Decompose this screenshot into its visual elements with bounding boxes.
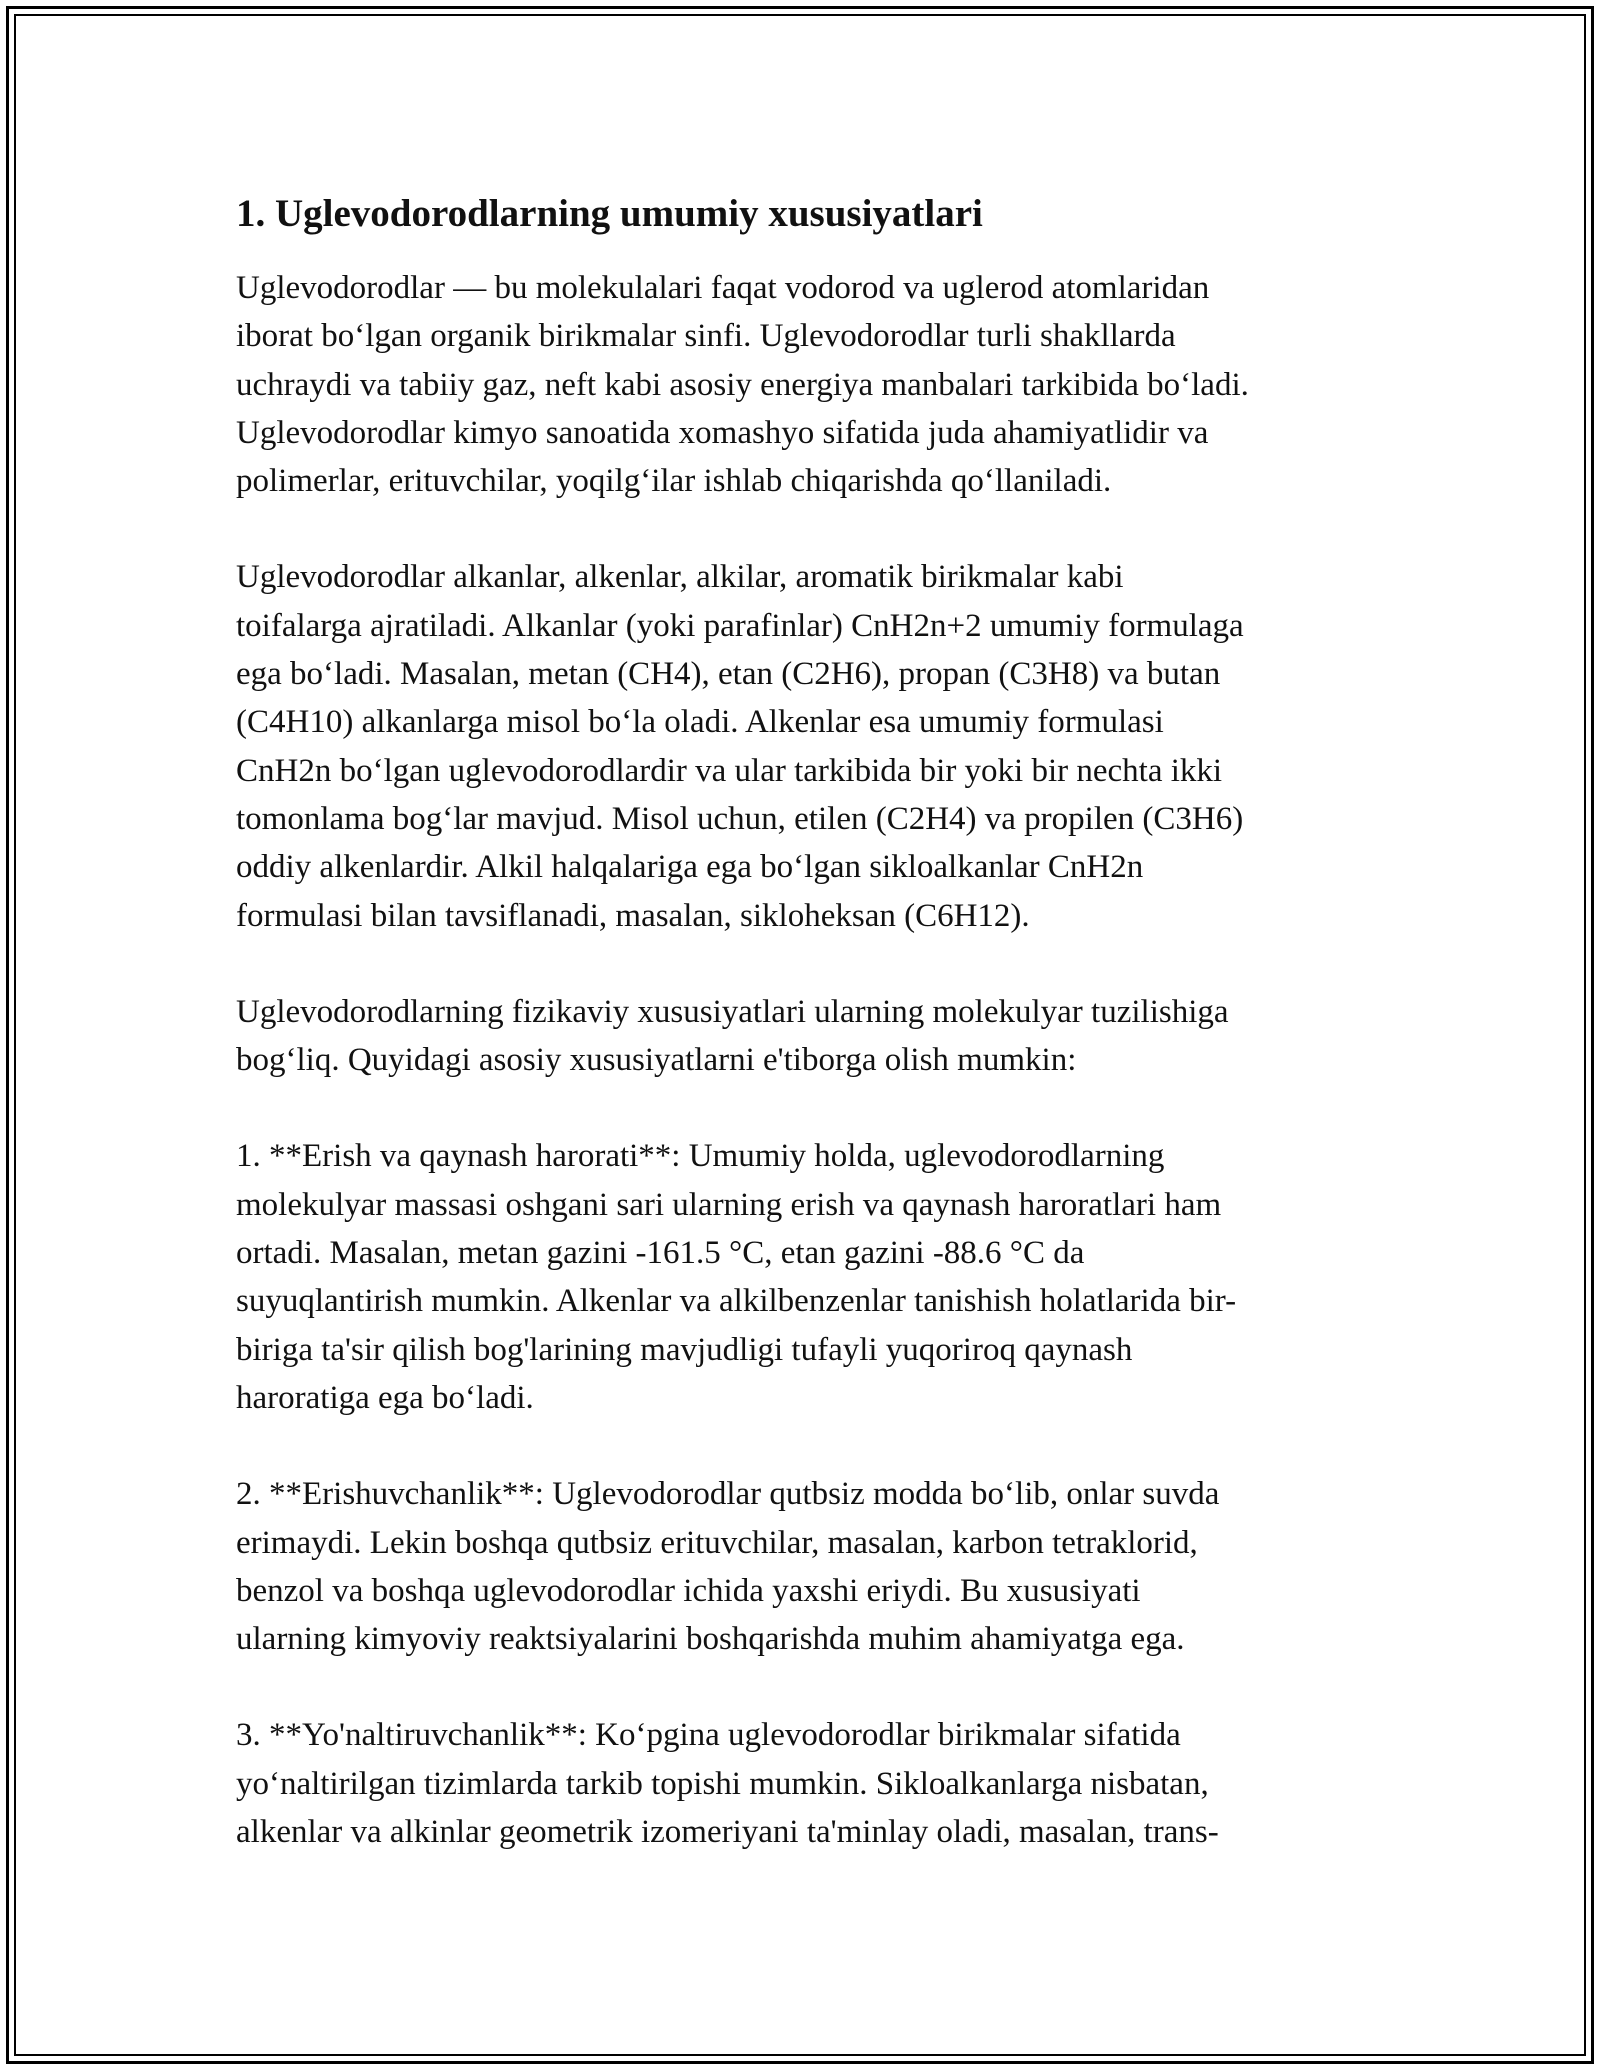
- paragraph-item-2: [236, 1470, 1376, 1663]
- text-line: erimaydi. Lekin boshqa qutbsiz erituvchilar, masalan, karbon tetraklorid,: [236, 1524, 1198, 1561]
- text-line: biriga ta'sir qilish bog'larining mavjudligi tufayli yuqoriroq qaynash: [236, 1331, 1133, 1368]
- text-line: 2. **Erishuvchanlik**: Uglevodorodlar qutbsiz modda bo‘lib, onlar suvda: [236, 1476, 1220, 1513]
- paragraph-item-1: [236, 1132, 1376, 1422]
- paragraph-classification: [236, 553, 1376, 939]
- text-line: benzol va boshqa uglevodorodlar ichida yaxshi eriydi. Bu xususiyati: [236, 1572, 1141, 1609]
- text-line: oddiy alkenlardir. Alkil halqalariga ega bo‘lgan sikloalkanlar CnH2n: [236, 849, 1144, 886]
- text-line: polimerlar, erituvchilar, yoqilg‘ilar ishlab chiqarishda qo‘llaniladi.: [236, 463, 1112, 500]
- text-line: Uglevodorodlar — bu molekulalari faqat vodorod va uglerod atomlaridan: [236, 270, 1210, 306]
- text-line: (C4H10) alkanlarga misol bo‘la oladi. Alkenlar esa umumiy formulasi: [236, 704, 1164, 741]
- text-line: CnH2n bo‘lgan uglevodorodlardir va ular tarkibida bir yoki bir nechta ikki: [236, 752, 1223, 789]
- text-line: Uglevodorodlar kimyo sanoatida xomashyo sifatida juda ahamiyatlidir va: [236, 414, 1209, 451]
- text-line: alkenlar va alkinlar geometrik izomeriyani ta'minlay oladi, masalan, trans-: [236, 1814, 1219, 1851]
- text-line: toifalarga ajratiladi. Alkanlar (yoki parafinlar) CnH2n+2 umumiy formulaga: [236, 607, 1244, 644]
- text-line: 1. **Erish va qaynash harorati**: Umumiy holda, uglevodorodlarning: [236, 1138, 1165, 1175]
- paragraph-physical-properties: [236, 988, 1376, 1085]
- text-line: formulasi bilan tavsiflanadi, masalan, sikloheksan (C6H12).: [236, 897, 1030, 934]
- text-line: suyuqlantirish mumkin. Alkenlar va alkilbenzenlar tanishish holatlarida bir-: [236, 1283, 1237, 1320]
- paragraph-item-3: [236, 1711, 1376, 1856]
- text-line: 3. **Yo'naltiruvchanlik**: Ko‘pgina uglevodorodlar birikmalar sifatida: [236, 1717, 1181, 1754]
- paragraph-intro: [236, 264, 1376, 505]
- text-line: Uglevodorodlarning fizikaviy xususiyatlari ularning molekulyar tuzilishiga: [236, 993, 1229, 1030]
- text-line: haroratiga ega bo‘ladi.: [236, 1379, 534, 1416]
- text-line: ortadi. Masalan, metan gazini -161.5 °C, etan gazini -88.6 °C da: [236, 1235, 1085, 1272]
- text-line: bog‘liq. Quyidagi asosiy xususiyatlarni e'tiborga olish mumkin:: [236, 1042, 1077, 1079]
- text-line: ularning kimyoviy reaktsiyalarini boshqarishda muhim ahamiyatga ega.: [236, 1621, 1185, 1658]
- text-line: tomonlama bog‘lar mavjud. Misol uchun, etilen (C2H4) va propilen (C3H6): [236, 800, 1244, 837]
- text-line: molekulyar massasi oshgani sari ularning erish va qaynash haroratlari ham: [236, 1186, 1222, 1223]
- document-body: [236, 184, 1376, 1904]
- text-line: yo‘naltirilgan tizimlarda tarkib topishi mumkin. Sikloalkanlarga nisbatan,: [236, 1765, 1209, 1802]
- text-line: uchraydi va tabiiy gaz, neft kabi asosiy energiya manbalari tarkibida bo‘ladi.: [236, 366, 1249, 403]
- text-line: ega bo‘ladi. Masalan, metan (CH4), etan (C2H6), propan (C3H8) va butan: [236, 656, 1221, 693]
- text-line: Uglevodorodlar alkanlar, alkenlar, alkilar, aromatik birikmalar kabi: [236, 559, 1124, 596]
- text-line: iborat bo‘lgan organik birikmalar sinfi. Uglevodorodlar turli shakllarda: [236, 318, 1176, 355]
- section-heading: 1. Uglevodorodlarning umumiy xususiyatlari: [236, 192, 983, 235]
